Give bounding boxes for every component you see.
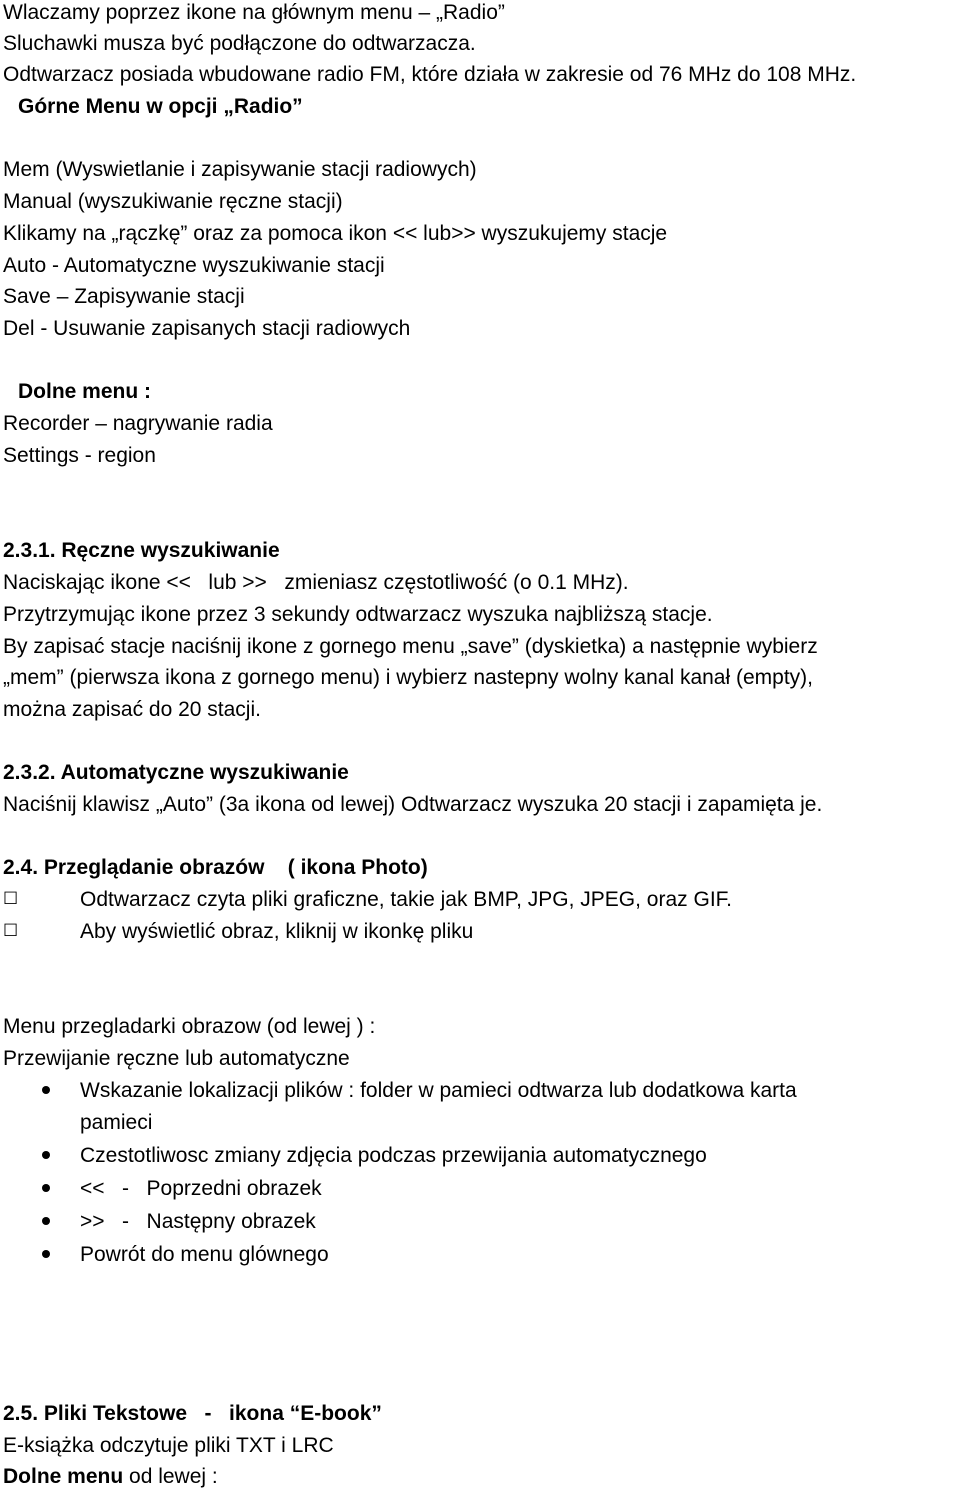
section-25-heading: 2.5. Pliki Tekstowe - ikona “E-book” xyxy=(3,1402,382,1425)
bullet-dot-icon xyxy=(42,1151,50,1159)
top-menu-item-auto: Auto - Automatyczne wyszukiwanie stacji xyxy=(3,254,385,277)
bottom-menu-item-settings: Settings - region xyxy=(3,444,156,467)
bullet-dot-icon xyxy=(42,1086,50,1094)
section-231-line-2: Przytrzymując ikone przez 3 sekundy odtwarzacz wyszuka najbliższą stacje. xyxy=(3,603,713,626)
photo-menu-bullet-1-cont: pamieci xyxy=(80,1111,153,1134)
section-25-bottom-menu xyxy=(3,1464,218,1490)
section-24-bullet-1: Odtwarzacz czyta pliki graficzne, takie jak BMP, JPG, JPEG, oraz GIF. xyxy=(80,888,732,911)
photo-menu-bullet-5: Powrót do menu glównego xyxy=(80,1243,329,1266)
section-231-line-5: można zapisać do 20 stacji. xyxy=(3,698,261,721)
top-menu-item-manual: Manual (wyszukiwanie ręczne stacji) xyxy=(3,190,343,213)
photo-menu-bullet-3: << - Poprzedni obrazek xyxy=(80,1177,322,1200)
section-231-line-1: Naciskając ikone << lub >> zmieniasz częstotliwość (o 0.1 MHz). xyxy=(3,571,629,594)
section-232-line: Naciśnij klawisz „Auto” (3a ikona od lewej) Odtwarzacz wyszuka 20 stacji i zapamięta je. xyxy=(3,793,823,816)
bullet-dot-icon xyxy=(42,1217,50,1225)
intro-line-2: Sluchawki musza być podłączone do odtwarzacza. xyxy=(3,32,476,55)
top-menu-item-mem: Mem (Wyswietlanie i zapisywanie stacji radiowych) xyxy=(3,158,477,181)
section-231-line-3: By zapisać stacje naciśnij ikone z gornego menu „save” (dyskietka) a następnie wybierz xyxy=(3,635,818,658)
top-menu-heading: Górne Menu w opcji „Radio” xyxy=(18,95,303,118)
missing-glyph-icon: ☐ xyxy=(3,921,19,940)
bottom-menu-label: Dolne menu xyxy=(3,1465,124,1488)
section-231-line-4: „mem” (pierwsza ikona z gornego menu) i wybierz nastepny wolny kanal kanał (empty), xyxy=(3,666,813,689)
section-232-heading: 2.3.2. Automatyczne wyszukiwanie xyxy=(3,761,349,784)
photo-menu-sub: Przewijanie ręczne lub automatyczne xyxy=(3,1047,350,1070)
section-24-heading: 2.4. Przeglądanie obrazów ( ikona Photo) xyxy=(3,856,428,879)
intro-line-3: Odtwarzacz posiada wbudowane radio FM, które działa w zakresie od 76 MHz do 108 MHz. xyxy=(3,63,857,86)
bullet-dot-icon xyxy=(42,1184,50,1192)
photo-menu-bullet-2: Czestotliwosc zmiany zdjęcia podczas przewijania automatycznego xyxy=(80,1144,707,1167)
bottom-menu-rest: od lewej : xyxy=(123,1465,218,1488)
missing-glyph-icon: ☐ xyxy=(3,889,19,908)
photo-menu-heading: Menu przegladarki obrazow (od lewej ) : xyxy=(3,1015,376,1038)
section-25-line: E-książka odczytuje pliki TXT i LRC xyxy=(3,1434,334,1457)
top-menu-item-handle: Klikamy na „rączkę” oraz za pomoca ikon << lub>> wyszukujemy stacje xyxy=(3,222,668,245)
section-24-bullet-2: Aby wyświetlić obraz, kliknij w ikonkę pliku xyxy=(80,920,474,943)
top-menu-item-save: Save – Zapisywanie stacji xyxy=(3,285,245,308)
section-231-heading: 2.3.1. Ręczne wyszukiwanie xyxy=(3,539,280,562)
bottom-menu-item-recorder: Recorder – nagrywanie radia xyxy=(3,412,273,435)
top-menu-item-del: Del - Usuwanie zapisanych stacji radiowych xyxy=(3,317,411,340)
bullet-dot-icon xyxy=(42,1250,50,1258)
photo-menu-bullet-1: Wskazanie lokalizacji plików : folder w pamieci odtwarza lub dodatkowa karta xyxy=(80,1079,797,1102)
bottom-menu-heading: Dolne menu : xyxy=(18,380,152,403)
intro-line-1: Wlaczamy poprzez ikone na głównym menu – „Radio” xyxy=(3,1,505,24)
photo-menu-bullet-4: >> - Następny obrazek xyxy=(80,1210,316,1233)
